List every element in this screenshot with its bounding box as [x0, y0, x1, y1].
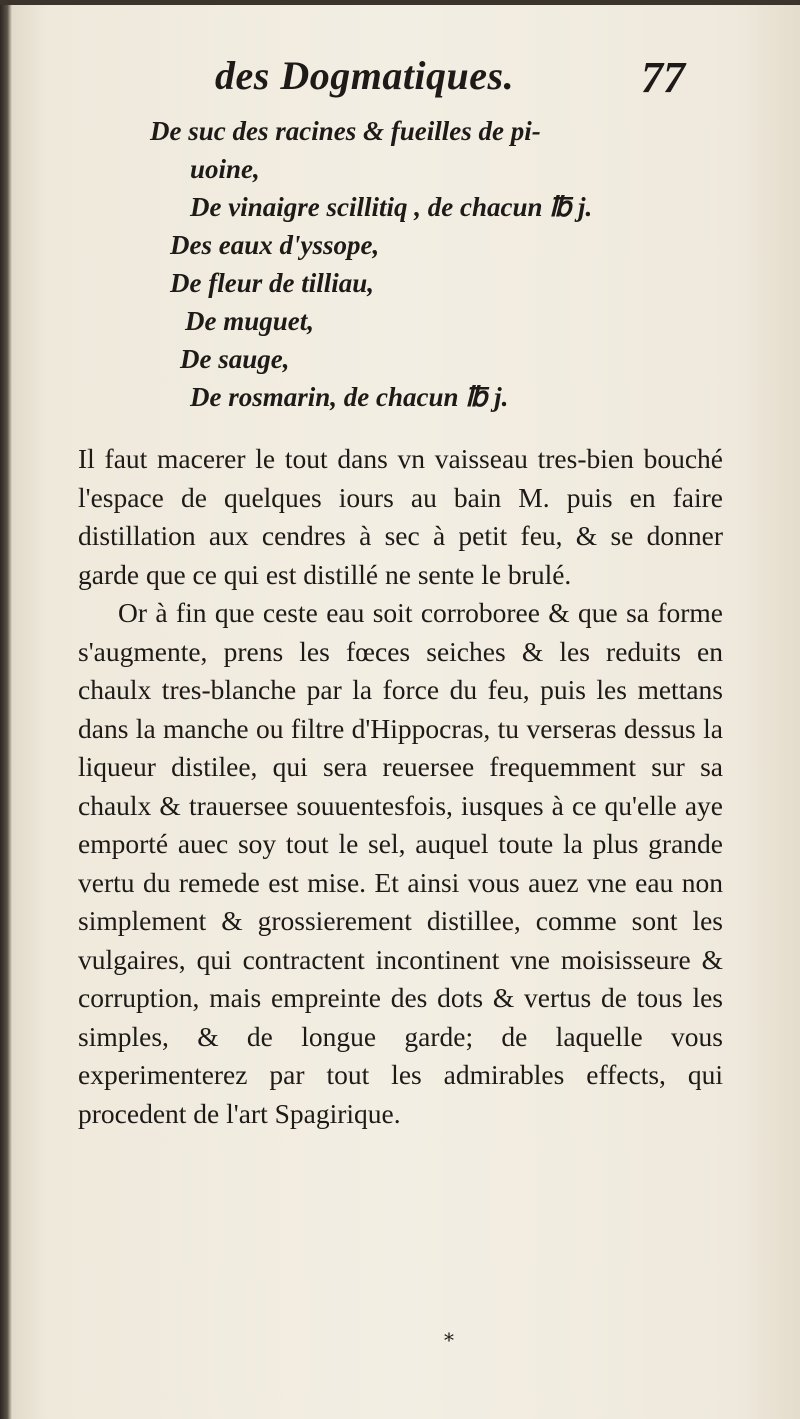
recipe-line: De sauge, [180, 344, 290, 374]
page-top-edge [0, 0, 800, 5]
recipe-line: De fleur de tilliau, [170, 268, 374, 298]
ornament-mark-icon: ⁎ [444, 1324, 454, 1346]
recipe-list [150, 112, 710, 416]
running-head: des Dogmatiques. [215, 53, 515, 98]
recipe-line: Des eaux d'yssope, [170, 230, 380, 260]
page-binding-shadow [0, 0, 12, 1419]
recipe-line: uoine, [190, 154, 260, 184]
recipe-line: De rosmarin, de chacun ℔ j. [190, 382, 509, 412]
recipe-line: De muguet, [185, 306, 315, 336]
paragraph-corroboration: Or à fin que ceste eau soit corroboree & que sa forme s'augmente, prens les fœces seiches & les reduits en chaulx tres-blanche par la force du feu, puis les mettans dans la manche ou filtre d'Hippocras, tu verseras dessus la liqueur distilee, qui sera reuersee frequemment sur sa chaulx & trauersee souuentesfois, iusques à ce qu'elle aye emporté auec soy tout le sel, auquel toute la plus grande vertu du remede est mise. Et ainsi vous auez vne eau non simplement & grossierement distillee, comme sont les vulgaires, qui contractent incontinent vne moisisseure & corruption, mais empreinte des dots & vertus de tous les simples, & de longue garde; de laquelle vous experimenterez par tout les admirables effects, qui procedent de l'art Spagirique. [78, 597, 723, 1129]
body-text [78, 440, 723, 1133]
paragraph-maceration: Il faut macerer le tout dans vn vaisseau tres-bien bouché l'espace de quelques iours au bain M. puis en faire distillation aux cendres à sec à petit feu, & se donner garde que ce qui est distillé ne sente le brulé. [78, 443, 723, 590]
page-number: 77 [641, 53, 685, 102]
recipe-line: De suc des racines & fueilles de pi- [150, 116, 541, 146]
page-header [205, 52, 685, 112]
recipe-line: De vinaigre scillitiq , de chacun ℔ j. [190, 192, 593, 222]
